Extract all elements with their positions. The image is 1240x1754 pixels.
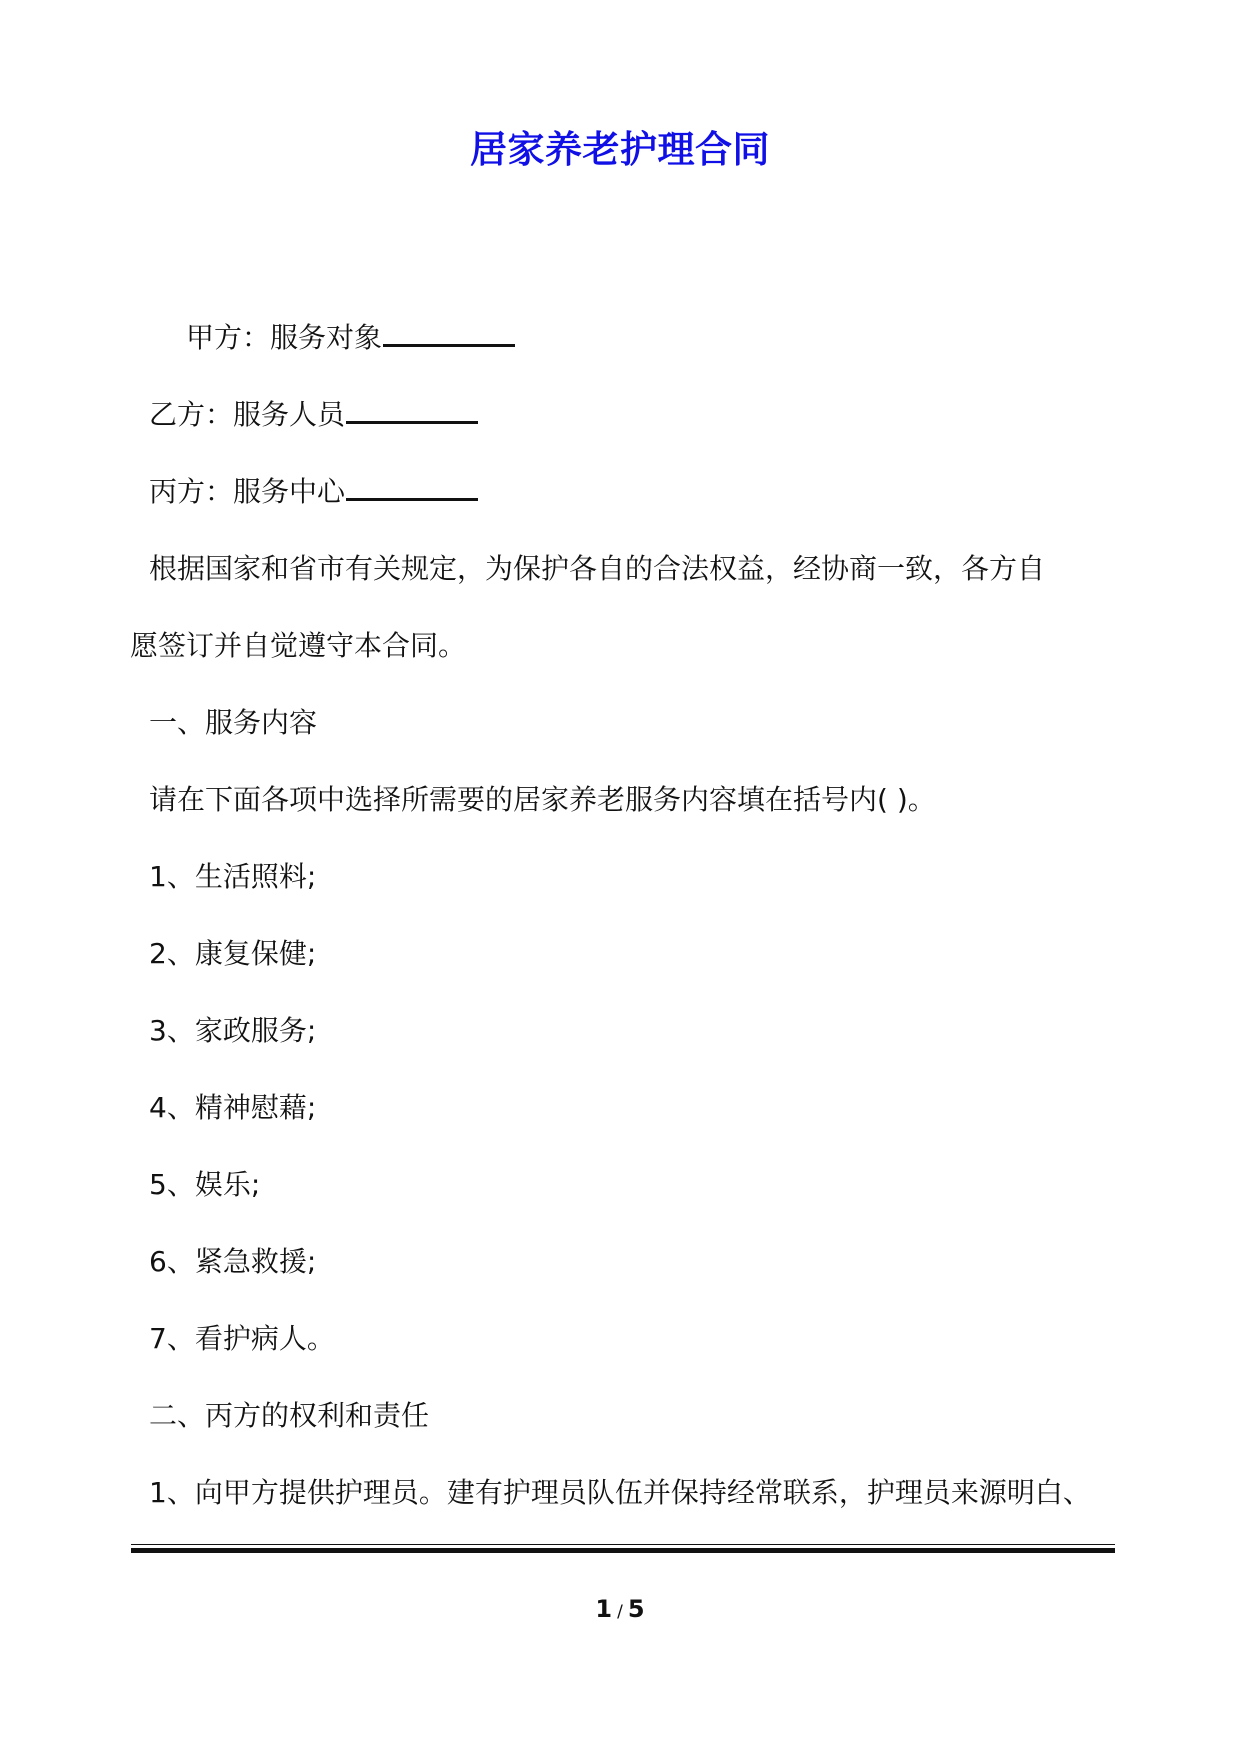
total-pages: 5	[627, 1595, 645, 1623]
section-2-item-1: 1、向甲方提供护理员。建有护理员队伍并保持经常联系，护理员来源明白、	[149, 1476, 1091, 1509]
section-1-instruction: 请在下面各项中选择所需要的居家养老服务内容填在括号内( )。	[149, 783, 936, 816]
party-b-blank	[346, 395, 478, 424]
section-2-heading: 二、丙方的权利和责任	[149, 1399, 430, 1432]
section-1-heading: 一、服务内容	[149, 706, 318, 739]
current-page: 1	[595, 1595, 613, 1623]
page-separator: /	[617, 1602, 623, 1622]
footer-rule-thick	[131, 1548, 1115, 1553]
party-c-label: 丙方：服务中心	[149, 475, 346, 508]
intro-line-1: 根据国家和省市有关规定，为保护各自的合法权益，经协商一致，各方自	[149, 552, 1046, 585]
party-b-line	[149, 395, 478, 435]
party-a-label: 甲方：服务对象	[186, 321, 383, 354]
service-item-1: 1、生活照料;	[149, 860, 317, 893]
party-c-line	[149, 472, 478, 512]
service-item-6: 6、紧急救援;	[149, 1245, 317, 1278]
service-item-2: 2、康复保健;	[149, 937, 317, 970]
intro-line-2: 愿签订并自觉遵守本合同。	[130, 629, 467, 662]
party-c-blank	[346, 472, 478, 501]
service-item-4: 4、精神慰藉;	[149, 1091, 317, 1124]
party-b-label: 乙方：服务人员	[149, 398, 346, 431]
party-a-line	[186, 318, 515, 358]
service-item-3: 3、家政服务;	[149, 1014, 317, 1047]
footer-rule-thin	[131, 1544, 1115, 1545]
service-item-5: 5、娱乐;	[149, 1168, 261, 1201]
page-number	[0, 1592, 1240, 1629]
document-title: 居家养老护理合同	[470, 128, 770, 171]
party-a-blank	[383, 318, 515, 347]
service-item-7: 7、看护病人。	[149, 1322, 335, 1355]
